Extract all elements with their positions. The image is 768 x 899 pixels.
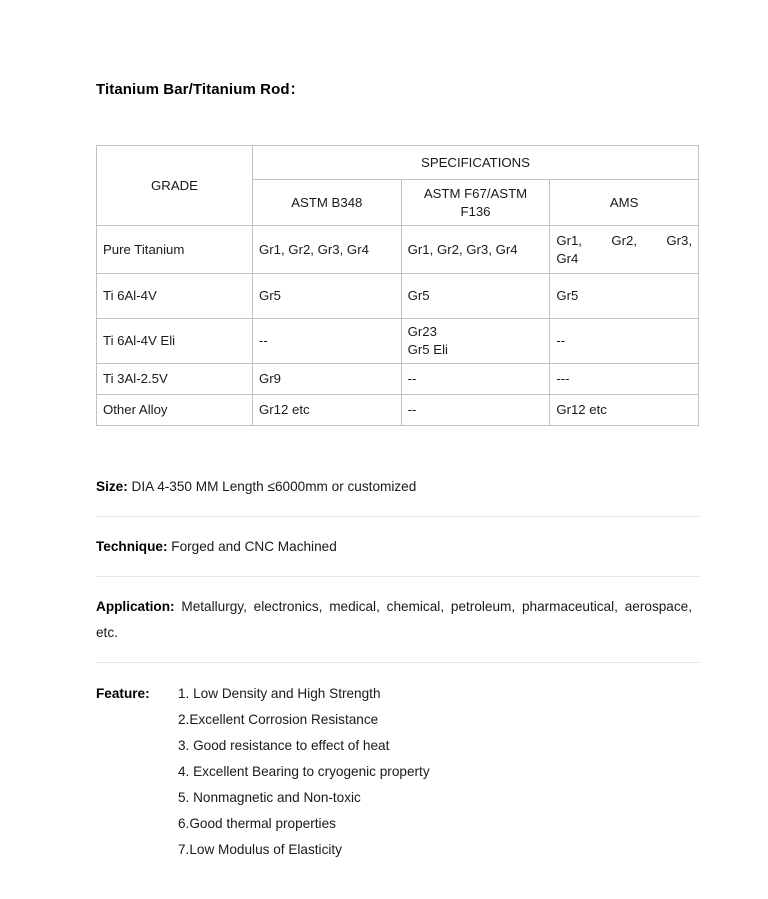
technique-value: Forged and CNC Machined <box>167 539 337 554</box>
divider-after-application <box>96 662 700 663</box>
cell-grade: Ti 3Al-2.5V <box>97 364 253 395</box>
list-item: 1. Low Density and High Strength <box>178 686 381 701</box>
application-label: Application: <box>96 599 175 614</box>
application-value: Metallurgy, electronics, medical, chemical, petroleum, pharmaceutical, aerospace, etc. <box>96 599 692 640</box>
cell-ams: -- <box>550 319 699 364</box>
cell-ams <box>550 226 699 274</box>
divider-after-technique <box>96 576 700 577</box>
cell-ams: Gr12 etc <box>550 395 699 426</box>
list-item: 2.Excellent Corrosion Resistance <box>178 712 379 727</box>
feature-list <box>178 681 430 863</box>
list-item: 3. Good resistance to effect of heat <box>178 738 390 753</box>
table-header <box>97 146 699 226</box>
feature-label: Feature: <box>96 686 150 701</box>
cell-grade: Pure Titanium <box>97 226 253 274</box>
table-body <box>97 226 699 426</box>
cell-astm-f67-f136: -- <box>401 364 550 395</box>
table-row <box>97 395 699 426</box>
cell-ams: Gr5 <box>550 274 699 319</box>
list-item: 5. Nonmagnetic and Non-toxic <box>178 790 361 805</box>
feature-section <box>96 681 700 863</box>
column-header-grade: GRADE <box>97 146 253 226</box>
cell-astm-b348: -- <box>253 319 402 364</box>
cell-f67-line-1: Gr23 <box>407 324 437 339</box>
table-row <box>97 319 699 364</box>
cell-astm-f67-f136: Gr1, Gr2, Gr3, Gr4 <box>401 226 550 274</box>
cell-astm-f67-f136 <box>401 319 550 364</box>
column-header-specifications: SPECIFICATIONS <box>253 146 699 180</box>
cell-astm-b348: Gr5 <box>253 274 402 319</box>
cell-astm-b348: Gr9 <box>253 364 402 395</box>
technique-label: Technique: <box>96 539 168 554</box>
list-item: 7.Low Modulus of Elasticity <box>178 842 342 857</box>
cell-astm-b348: Gr12 etc <box>253 395 402 426</box>
application-section <box>96 594 692 646</box>
cell-astm-f67-f136: Gr5 <box>401 274 550 319</box>
table-row <box>97 364 699 395</box>
cell-ams-line-2: Gr4 <box>556 250 579 266</box>
cell-astm-f67-f136: -- <box>401 395 550 426</box>
specifications-table-container <box>96 145 700 426</box>
specifications-table <box>96 145 699 426</box>
technique-section <box>96 534 700 560</box>
column-header-astm-f67-f136: ASTM F67/ASTM F136 <box>401 180 550 226</box>
table-row <box>97 274 699 319</box>
cell-f67-line-2: Gr5 Eli <box>407 342 448 357</box>
table-row <box>97 226 699 274</box>
cell-grade: Ti 6Al-4V <box>97 274 253 319</box>
column-header-ams: AMS <box>550 180 699 226</box>
list-item: 6.Good thermal properties <box>178 816 336 831</box>
size-label: Size: <box>96 479 128 494</box>
cell-ams: --- <box>550 364 699 395</box>
cell-grade: Other Alloy <box>97 395 253 426</box>
list-item: 4. Excellent Bearing to cryogenic property <box>178 764 430 779</box>
cell-astm-b348: Gr1, Gr2, Gr3, Gr4 <box>253 226 402 274</box>
size-value: DIA 4-350 MM Length ≤6000mm or customized <box>127 479 417 494</box>
table-header-row-1 <box>97 146 699 180</box>
divider-after-size <box>96 516 700 517</box>
column-header-astm-b348: ASTM B348 <box>253 180 402 226</box>
cell-grade: Ti 6Al-4V Eli <box>97 319 253 364</box>
cell-ams-line-1: Gr1, Gr2, Gr3, <box>556 232 692 248</box>
size-section <box>96 474 700 500</box>
page-title: Titanium Bar/Titanium Rod： <box>96 81 305 98</box>
